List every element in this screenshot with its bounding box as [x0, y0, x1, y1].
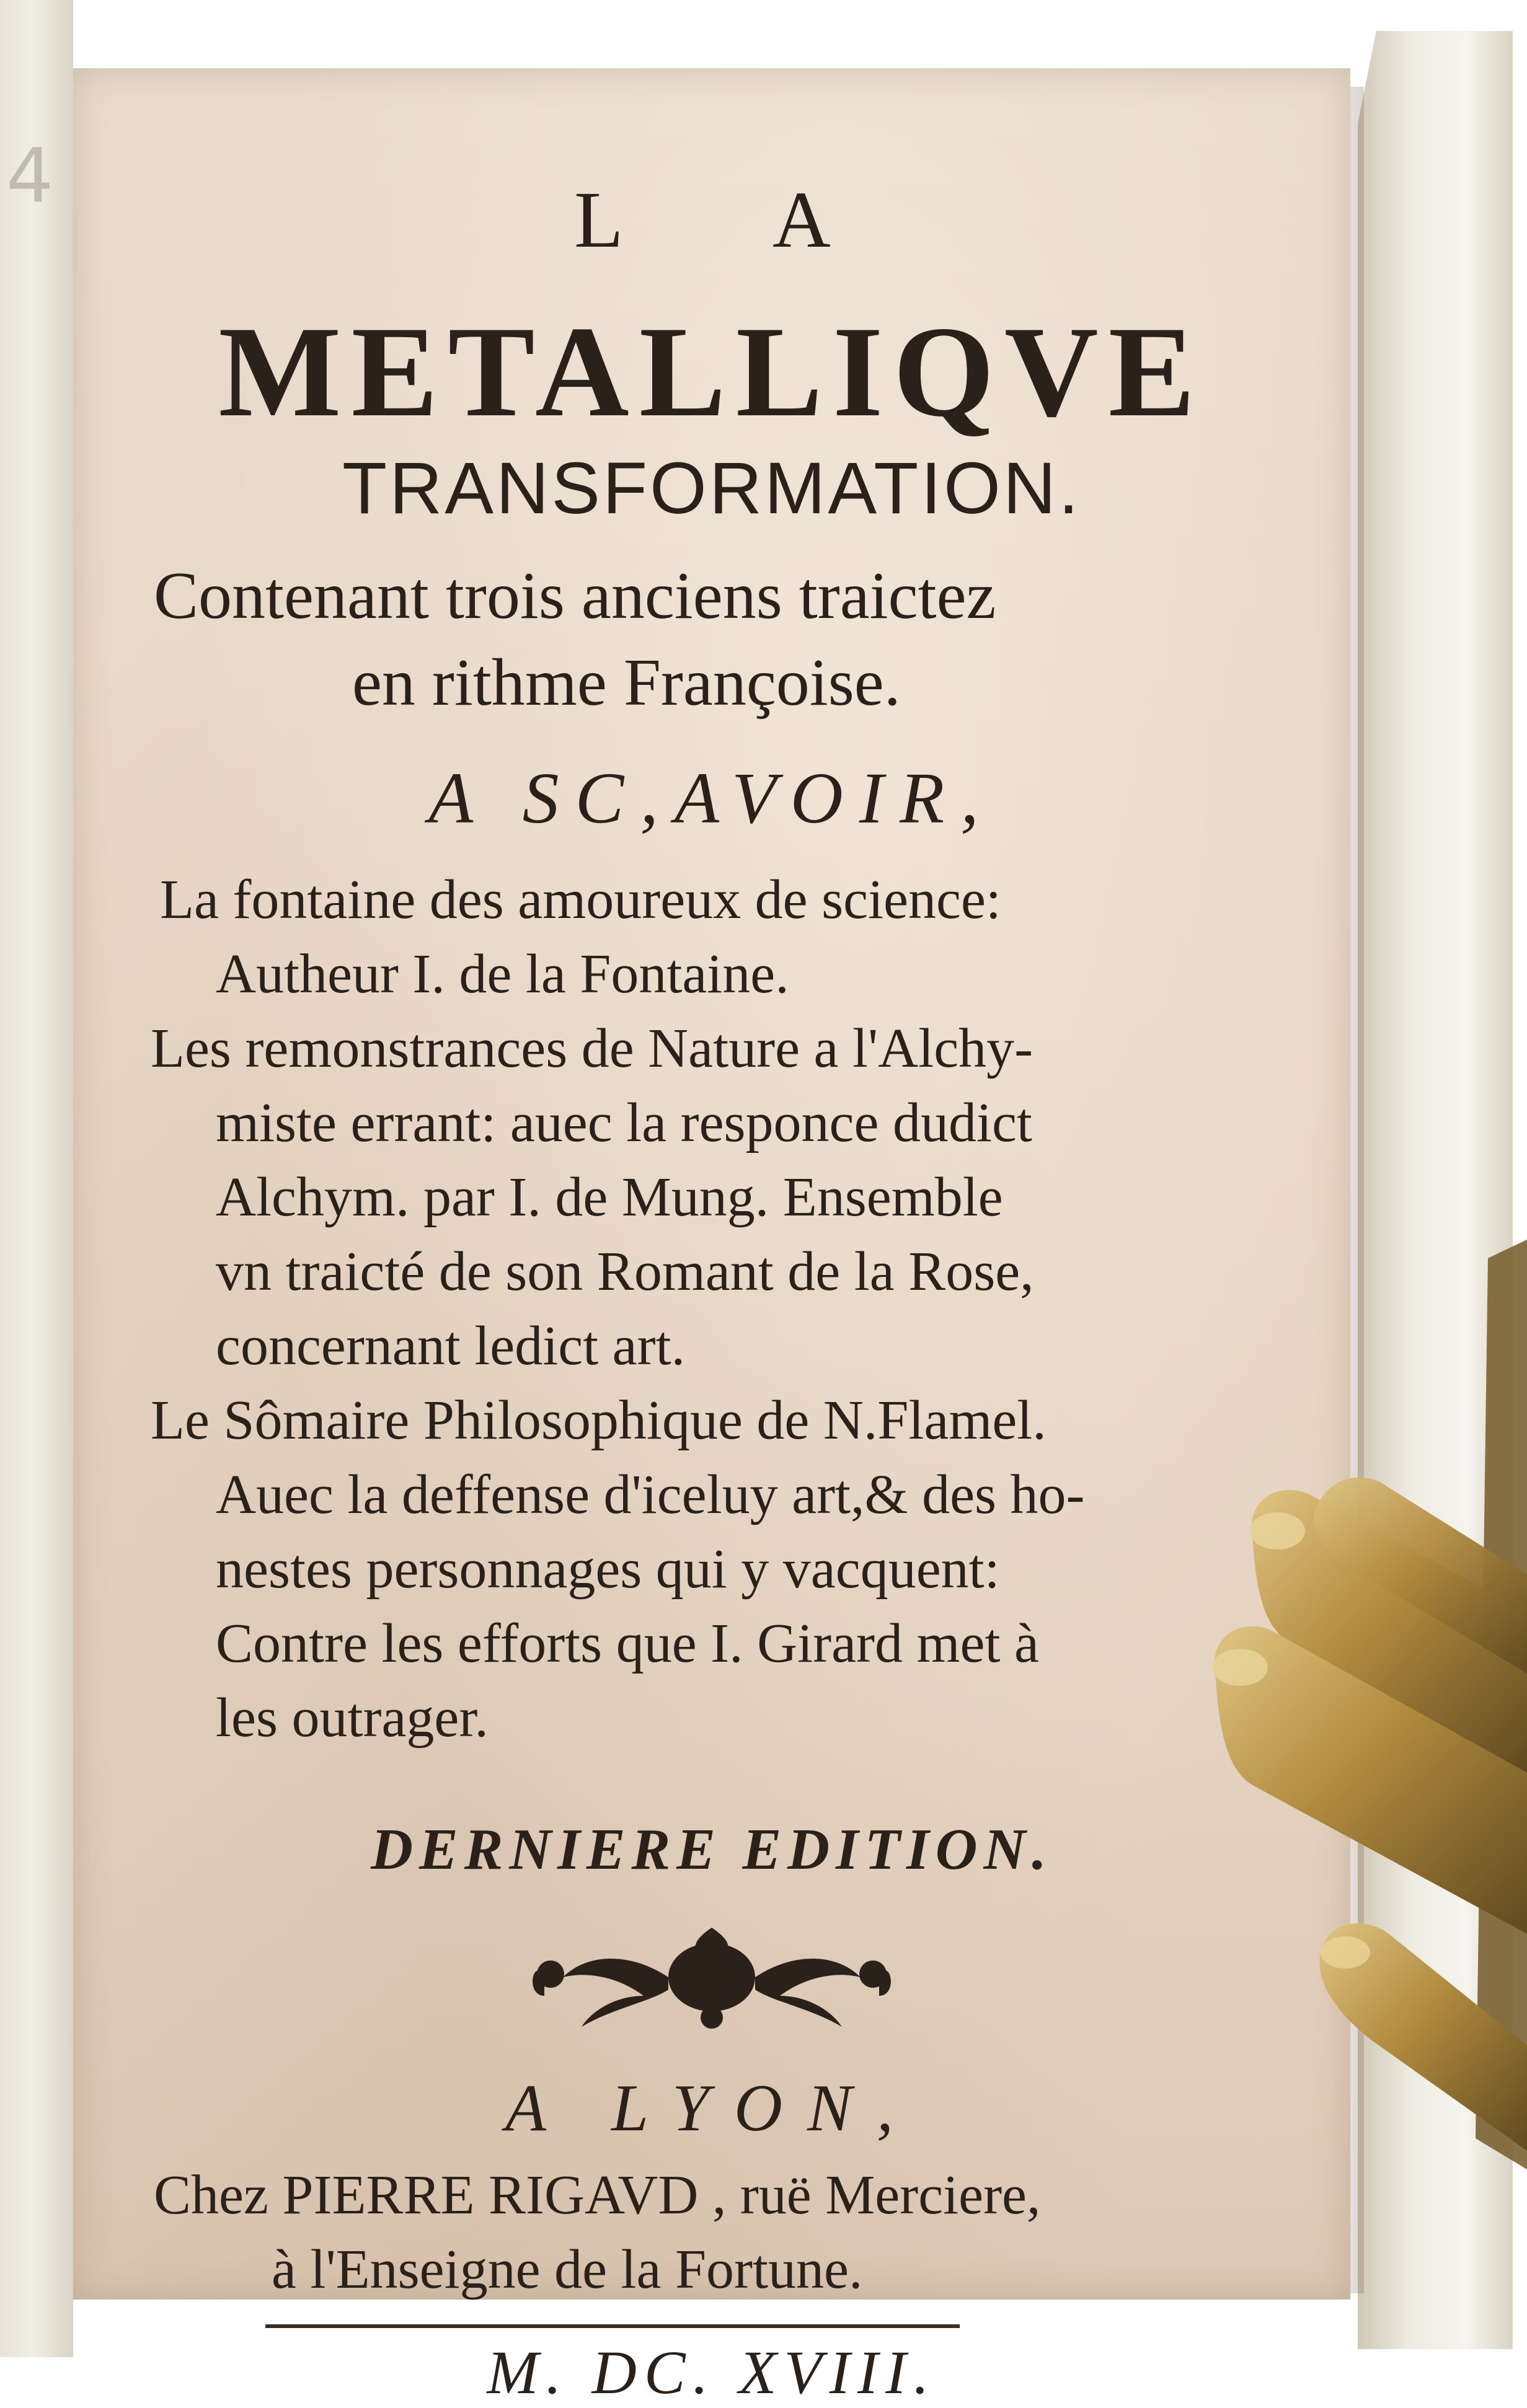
pencil-mark: 4 [6, 133, 54, 219]
a-scavoir-heading: A SC,AVOIR, [428, 757, 995, 839]
subtitle-line-2: en rithme Françoise. [352, 646, 901, 720]
contents-line: Les remonstrances de Nature a l'Alchy- [151, 1018, 1033, 1079]
contents-line: Alchym. par I. de Mung. Ensemble [216, 1167, 1003, 1228]
imprint-sign: à l'Enseigne de la Fortune. [272, 2239, 863, 2300]
edition-statement: DERNIERE EDITION. [371, 1817, 1053, 1882]
imprint-printer: Chez PIERRE RIGAVD , ruë Merciere, [154, 2164, 1041, 2226]
contents-line: les outrager. [216, 1687, 489, 1749]
contents-line: Autheur I. de la Fontaine. [216, 943, 789, 1005]
contents-line: Auec la deffense d'iceluy art,& des ho- [216, 1464, 1085, 1525]
contents-line: Le Sômaire Philosophique de N.Flamel. [151, 1390, 1047, 1451]
subtitle-line-1: Contenant trois anciens traictez [154, 559, 996, 633]
title-la: L A [574, 175, 899, 265]
imprint-date: M. DC. XVIII. [487, 2338, 937, 2407]
contents-line: nestes personnages qui y vacquent: [216, 1538, 1000, 1600]
right-page-edge [1358, 31, 1513, 2349]
contents-line: Contre les efforts que I. Girard met à [216, 1613, 1039, 1674]
title-metallique: METALLIQVE [218, 300, 1205, 444]
imprint-rule [265, 2324, 960, 2328]
contents-line: concernant ledict art. [216, 1315, 686, 1377]
imprint-place: A LYON, [505, 2071, 918, 2145]
fleuron-ornament-icon [73, 1915, 1350, 2039]
left-binding-edge [0, 0, 73, 2357]
title-page [73, 68, 1350, 2407]
contents-line: La fontaine des amoureux de science: [160, 869, 1001, 930]
contents-line: miste errant: auec la responce dudict [216, 1092, 1032, 1153]
contents-line: vn traicté de son Romant de la Rose, [216, 1241, 1034, 1302]
title-transformation: TRANSFORMATION. [342, 448, 1081, 529]
